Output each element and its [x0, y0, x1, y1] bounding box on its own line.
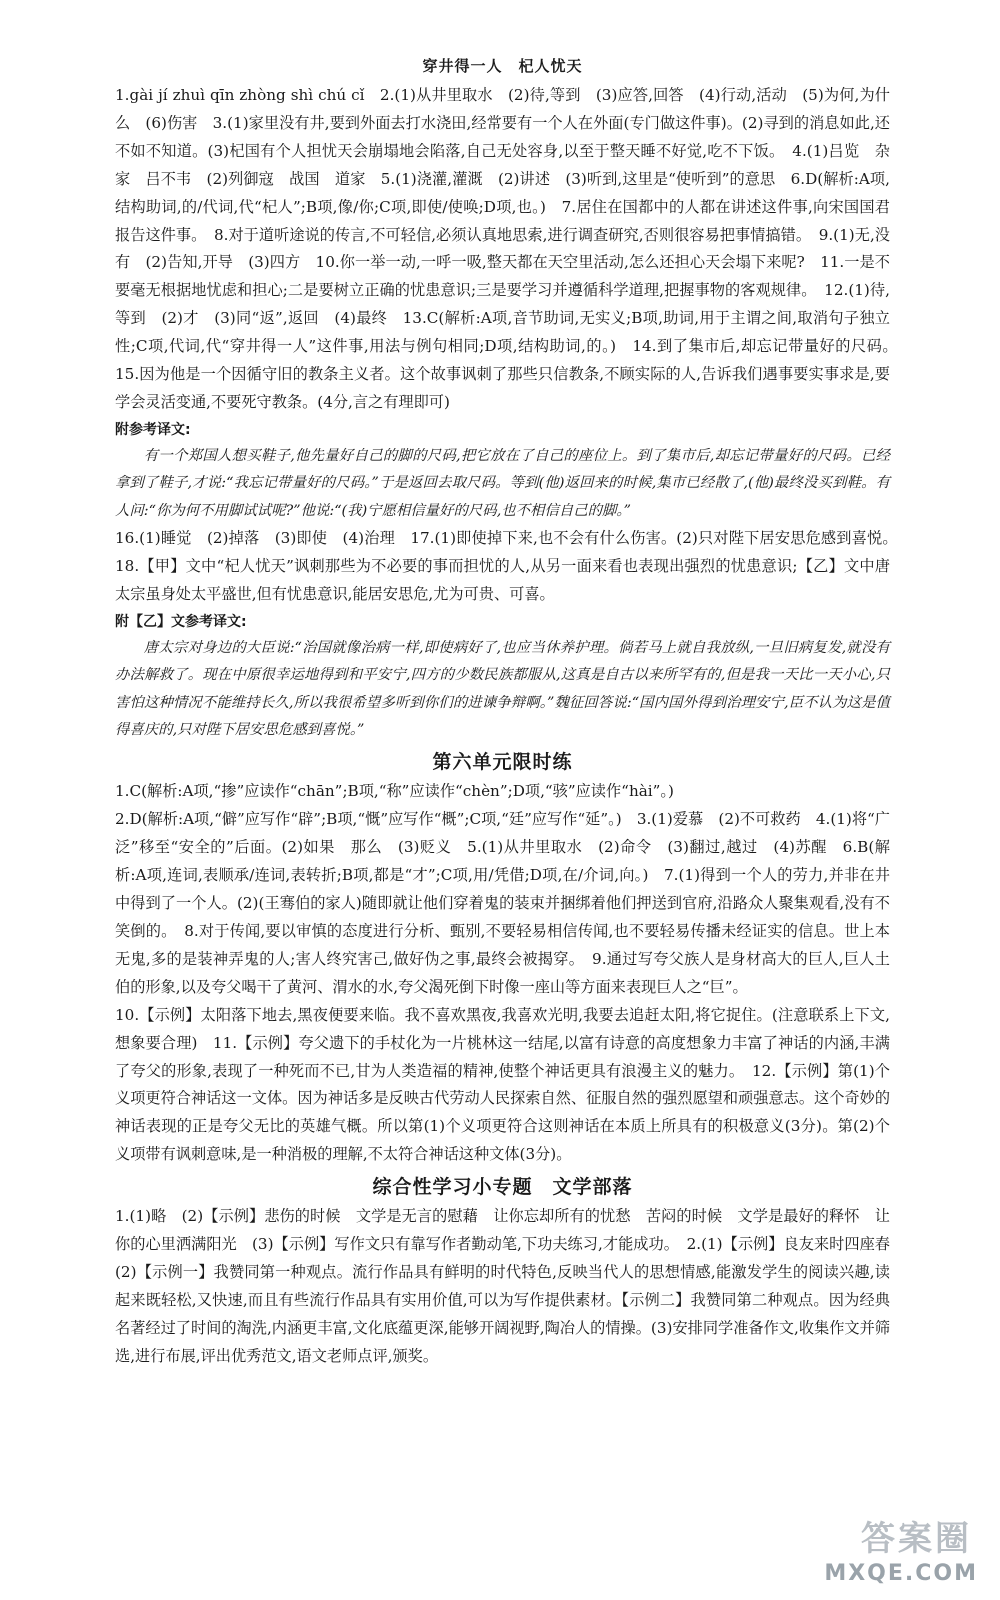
answers-5: 10.【示例】太阳落下地去,黑夜便要来临。我不喜欢黑夜,我喜欢光明,我要去追赶太阳,将它捉住。(注意联系上下文,想象要合理) 11.【示例】夸父遗下的手杖化为一片桃林这一结尾,以富有诗意的高度想象力丰富了神话的内涵,丰满了夸父的形象,表现了一种死而不已,甘为人类造福的精神,使整个神话更具有浪漫主义的魅力。 12.【示例】第(1)个义项更符合神话这一文体。因为神话多是反映古代劳动人民探索自然、征服自然的强烈愿望和顽强意志。这个奇妙的神话表现的正是夸父无比的英雄气概。所以第(1)个义项更符合这则神话在本质上所具有的积极意义(3分)。第(2)个义项带有讽刺意味,是一种消极的理解,不太符合神话这种文体(3分)。: [115, 1005, 890, 1164]
answers-1: 1.gài jí zhuì qīn zhòng shì chú cǐ 2.(1)从井里取水 (2)待,等到 (3)应答,回答 (4)行动,活动 (5)为何,为什么 (6)伤害 3.(1)家里没有井,要到外面去打水浇田,经常要有一个人在外面(专门做这件事)。(2)寻到的消息如此,还不如不知道。(3)杞国有个人担忧天会崩塌地会陷落,自己无处容身,以至于整天睡不好觉,吃不下饭。 4.(1)吕览 杂家 吕不韦 (2)列御寇 战国 道家 5.(1)浇灌,灌溉 (2)讲述 (3)听到,这里是“使听到”的意思 6.D(解析:A项,结构助词,的/代词,代“杞人”;B项,像/你;C项,即使/使唤;D项,也。) 7.居住在国都中的人都在讲述这件事,向宋国国君报告这件事。 8.对于道听途说的传言,不可轻信,必须认真地思索,进行调查研究,否则很容易把事情搞错。 9.(1)无,没有 (2)告知,开导 (3)四方 10.你一举一动,一呼一吸,整天都在天空里活动,怎么还担心天会塌下来呢? 11.一是不要毫无根据地忧虑和担心;二是要树立正确的忧患意识;三是要学习并遵循科学道理,把握事物的客观规律。 12.(1)待,等到 (2)才 (3)同“返”,返回 (4)最终 13.C(解析:A项,音节助词,无实义;B项,助词,用于主谓之间,取消句子独立性;C项,代词,代“穿井得一人”这件事,用法与例句相同;D项,结构助词,的。) 14.到了集市后,却忘记带量好的尺码。 15.因为他是一个因循守旧的教条主义者。这个故事讽刺了那些只信教条,不顾实际的人,告诉我们遇事要实事求是,要学会灵活变通,不要死守教条。(4分,言之有理即可): [115, 86, 906, 411]
translation-heading-1: 附参考译文:: [115, 421, 191, 438]
section-title-2: 第六单元限时练: [432, 751, 573, 774]
section-title-3: 综合性学习小专题 文学部落: [372, 1176, 633, 1199]
translation-text-1: 有一个郑国人想买鞋子,他先量好自己的脚的尺码,把它放在了自己的座位上。到了集市后,却忘记带量好的尺码。已经拿到了鞋子,才说:“我忘记带量好的尺码。”于是返回去取尺码。等到(他)返回来的时候,集市已经散了,(他)最终没买到鞋。有人问:“你为何不用脚试试呢?”他说:“(我)宁愿相信量好的尺码,也不相信自己的脚。”: [115, 447, 890, 519]
answers-4: 2.D(解析:A项,“僻”应写作“辟”;B项,“慨”应写作“概”;C项,“廷”应写作“延”。) 3.(1)爱慕 (2)不可救药 4.(1)将“广泛”移至“安全的”后面。(2)如果 那么 (3)贬义 5.(1)从井里取水 (2)命令 (3)翻过,越过 (4)苏醒 6.B(解析:A项,连词,表顺承/连词,表转折;B项,都是“才”;C项,用/凭借;D项,在/介词,向。) 7.(1)得到一个人的劳力,并非在井中得到了一个人。(2)(王骞伯的家人)随即就让他们穿着鬼的装束并捆绑着他们押送到官府,沿路众人聚集观看,没有不笑倒的。 8.对于传闻,要以审慎的态度进行分析、甄别,不要轻易相信传闻,也不要轻易传播未经证实的信息。世上本无鬼,多的是装神弄鬼的人;害人终究害己,做好伪之事,最终会被揭穿。 9.通过写夸父族人是身材高大的巨人,巨人土伯的形象,以及夸父喝干了黄河、渭水的水,夸父渴死倒下时像一座山等方面来表现巨人之“巨”。: [115, 810, 890, 996]
translation-heading-2: 附【乙】文参考译文:: [115, 613, 247, 630]
watermark-url: MXQE.COM: [824, 1561, 978, 1586]
answer-page: [115, 52, 906, 1371]
answers-2: 16.(1)睡觉 (2)掉落 (3)即使 (4)治理 17.(1)即使掉下来,也不会有什么伤害。(2)只对陛下居安思危感到喜悦。 18.【甲】文中“杞人忧天”讽刺那些为不必要的事而担忧的人,从另一面来看也表现出强烈的忧患意识;【乙】文中唐太宗虽身处太平盛世,但有忧患意识,能居安思危,尤为可贵、可喜。: [115, 529, 906, 603]
section-title-1: 穿井得一人 杞人忧天: [422, 57, 583, 75]
translation-text-2: 唐太宗对身边的大臣说:“治国就像治病一样,即使病好了,也应当休养护理。倘若马上就自我放纵,一旦旧病复发,就没有办法解救了。现在中原很幸运地得到和平安宁,四方的少数民族都服从,这真是自古以来所罕有的,但是我一天比一天小心,只害怕这种情况不能维持长久,所以我很希望多听到你们的进谏争辩啊。”魏征回答说:“国内国外得到治理安宁,臣不认为这是值得喜庆的,只对陛下居安思危感到喜悦。”: [115, 639, 890, 739]
answers-3: 1.C(解析:A项,“掺”应读作“chān”;B项,“称”应读作“chèn”;D项,“骇”应读作“hài”。): [115, 782, 674, 801]
answers-6: 1.(1)略 (2)【示例】悲伤的时候 文学是无言的慰藉 让你忘却所有的忧愁 苦闷的时候 文学是最好的释怀 让你的心里洒满阳光 (3)【示例】写作文只有靠写作者勤动笔,下功夫练习,才能成功。 2.(1)【示例】良友来时四座春 (2)【示例一】我赞同第一种观点。流行作品具有鲜明的时代特色,反映当代人的思想情感,能激发学生的阅读兴趣,读起来既轻松,又快速,而且有些流行作品具有实用价值,可以为写作提供素材。【示例二】我赞同第二种观点。因为经典名著经过了时间的淘洗,内涵更丰富,文化底蕴更深,能够开阔视野,陶冶人的情操。(3)安排同学准备作文,收集作文并筛选,进行布展,评出优秀范文,语文老师点评,颁奖。: [115, 1207, 906, 1365]
watermark-logo: 答案圈: [861, 1519, 972, 1559]
